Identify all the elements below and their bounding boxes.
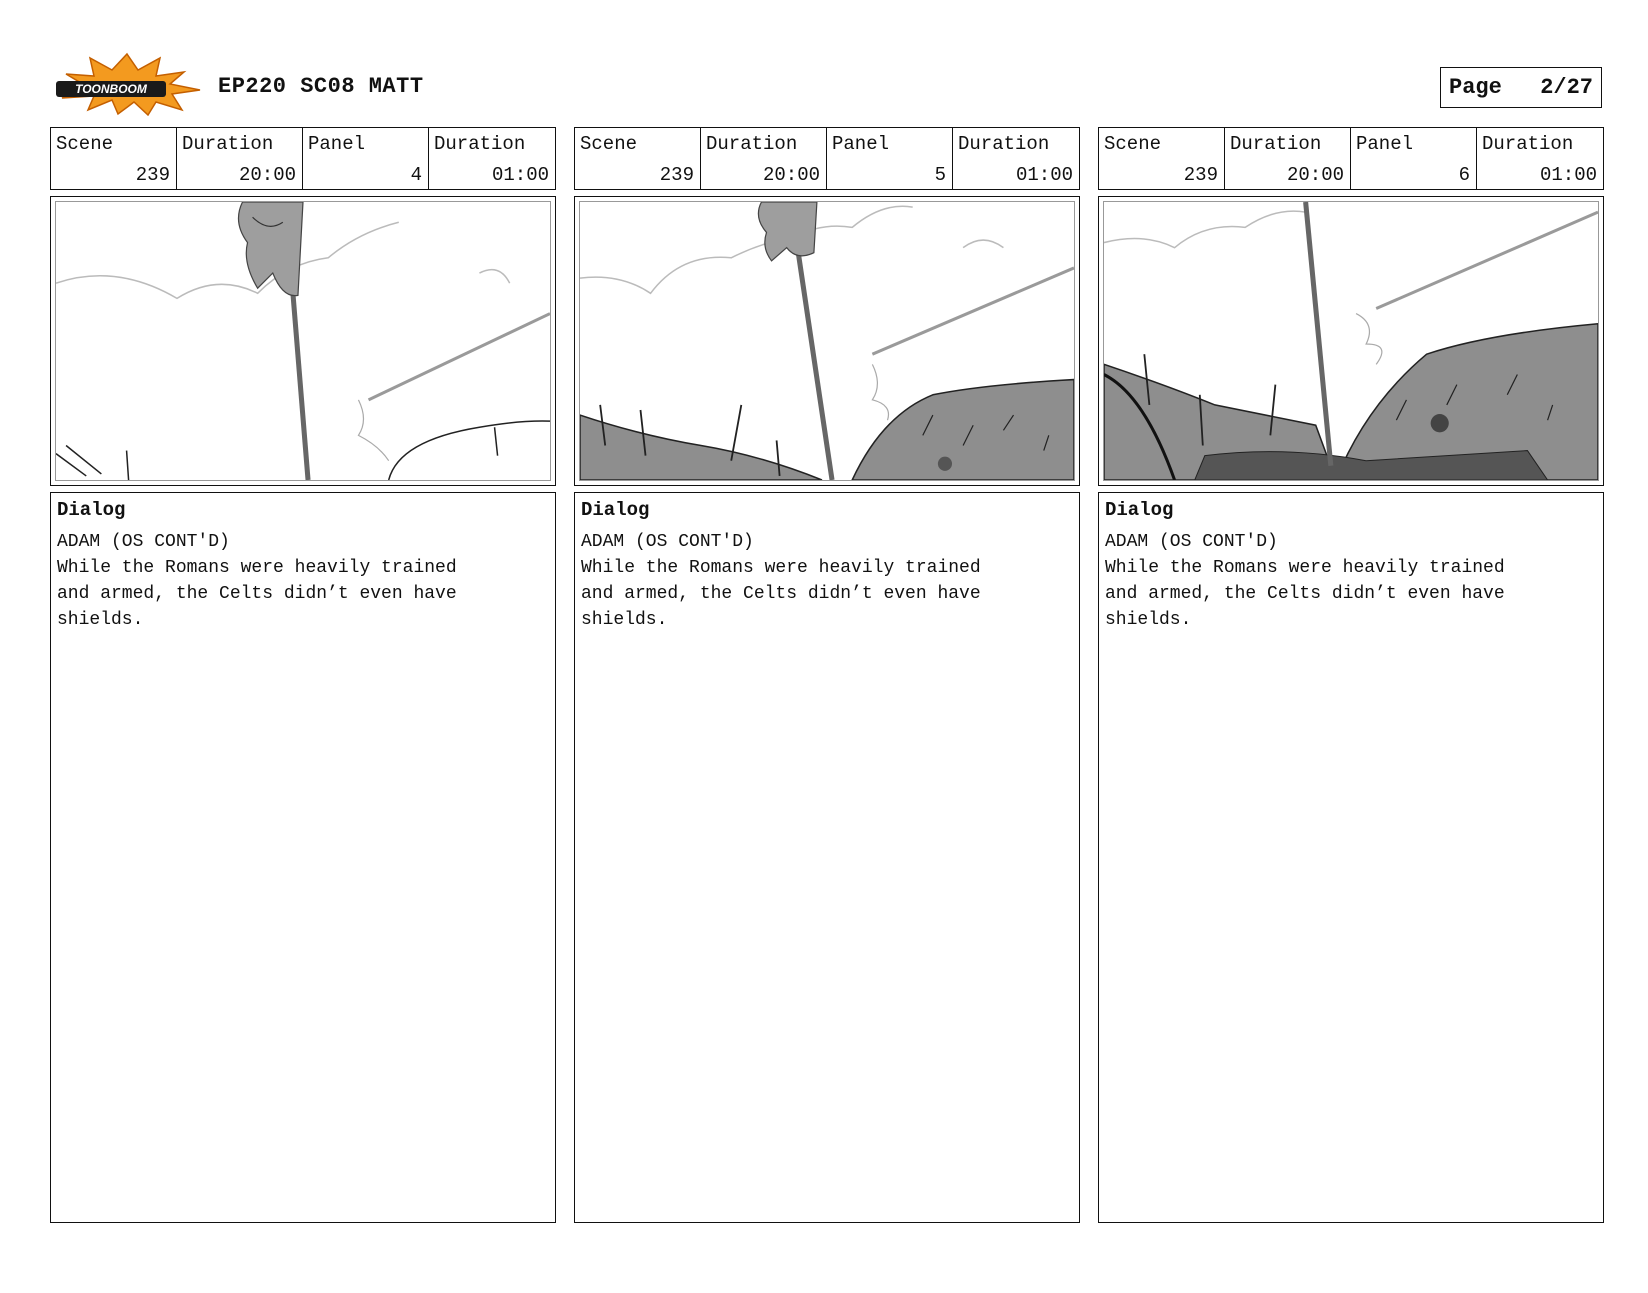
scene-label: Scene <box>580 133 638 155</box>
panel-duration-value: 01:00 <box>1539 164 1597 186</box>
dialog-box <box>574 492 1080 1223</box>
scene-duration-cell <box>701 128 827 189</box>
page-number: 2/27 <box>1540 75 1593 100</box>
speaker-name: ADAM (OS CONT'D) <box>1105 532 1278 552</box>
duration-label: Duration <box>958 133 1050 155</box>
panel-cell <box>1351 128 1477 189</box>
panel-label: Panel <box>1356 133 1414 155</box>
sketch-frame <box>50 196 556 486</box>
panel-meta <box>1098 127 1604 190</box>
scene-duration-value: 20:00 <box>1286 164 1344 186</box>
panel-value: 5 <box>934 164 946 186</box>
speaker-name: ADAM (OS CONT'D) <box>57 532 230 552</box>
dialog-line: shields. <box>57 610 144 630</box>
page-label: Page <box>1449 75 1502 100</box>
speaker-name: ADAM (OS CONT'D) <box>581 532 754 552</box>
scene-duration-value: 20:00 <box>762 164 820 186</box>
duration-label: Duration <box>182 133 274 155</box>
scene-duration-value: 20:00 <box>238 164 296 186</box>
logo-text: TOONBOOM <box>75 82 147 96</box>
duration-label: Duration <box>434 133 526 155</box>
scene-cell <box>1099 128 1225 189</box>
panel-duration-value: 01:00 <box>1015 164 1073 186</box>
scene-value: 239 <box>1183 164 1218 186</box>
scene-cell <box>51 128 177 189</box>
duration-label: Duration <box>1482 133 1574 155</box>
scene-label: Scene <box>56 133 114 155</box>
dialog-box <box>1098 492 1604 1223</box>
panel-duration-cell <box>953 128 1079 189</box>
panel-label: Panel <box>832 133 890 155</box>
panel-value: 6 <box>1458 164 1470 186</box>
dialog-label: Dialog <box>57 499 126 521</box>
panel-duration-cell <box>429 128 555 189</box>
storyboard-panel-1 <box>50 127 556 1223</box>
dialog-line: and armed, the Celts didn’t even have <box>581 584 981 604</box>
dialog-box <box>50 492 556 1223</box>
page-indicator <box>1440 67 1602 108</box>
dialog-line: shields. <box>1105 610 1192 630</box>
scene-duration-cell <box>177 128 303 189</box>
panel-meta <box>50 127 556 190</box>
panel-label: Panel <box>308 133 366 155</box>
document-title: EP220 SC08 MATT <box>218 74 424 99</box>
panel-value: 4 <box>410 164 422 186</box>
storyboard-sketch <box>56 202 550 480</box>
panel-cell <box>303 128 429 189</box>
dialog-line: While the Romans were heavily trained <box>581 558 981 578</box>
dialog-label: Dialog <box>1105 499 1174 521</box>
scene-value: 239 <box>659 164 694 186</box>
sketch-frame <box>574 196 1080 486</box>
scene-duration-cell <box>1225 128 1351 189</box>
dialog-line: While the Romans were heavily trained <box>57 558 457 578</box>
storyboard-panel-3 <box>1098 127 1604 1223</box>
storyboard-sketch <box>580 202 1074 480</box>
storyboard-sketch <box>1104 202 1598 480</box>
scene-label: Scene <box>1104 133 1162 155</box>
duration-label: Duration <box>706 133 798 155</box>
storyboard-panel-2 <box>574 127 1080 1223</box>
duration-label: Duration <box>1230 133 1322 155</box>
sketch-frame <box>1098 196 1604 486</box>
panel-meta <box>574 127 1080 190</box>
scene-cell <box>575 128 701 189</box>
dialog-line: shields. <box>581 610 668 630</box>
dialog-label: Dialog <box>581 499 650 521</box>
toonboom-logo <box>52 52 202 116</box>
panel-duration-value: 01:00 <box>491 164 549 186</box>
dialog-line: and armed, the Celts didn’t even have <box>1105 584 1505 604</box>
scene-value: 239 <box>135 164 170 186</box>
dialog-line: While the Romans were heavily trained <box>1105 558 1505 578</box>
panel-cell <box>827 128 953 189</box>
dialog-line: and armed, the Celts didn’t even have <box>57 584 457 604</box>
panel-duration-cell <box>1477 128 1603 189</box>
